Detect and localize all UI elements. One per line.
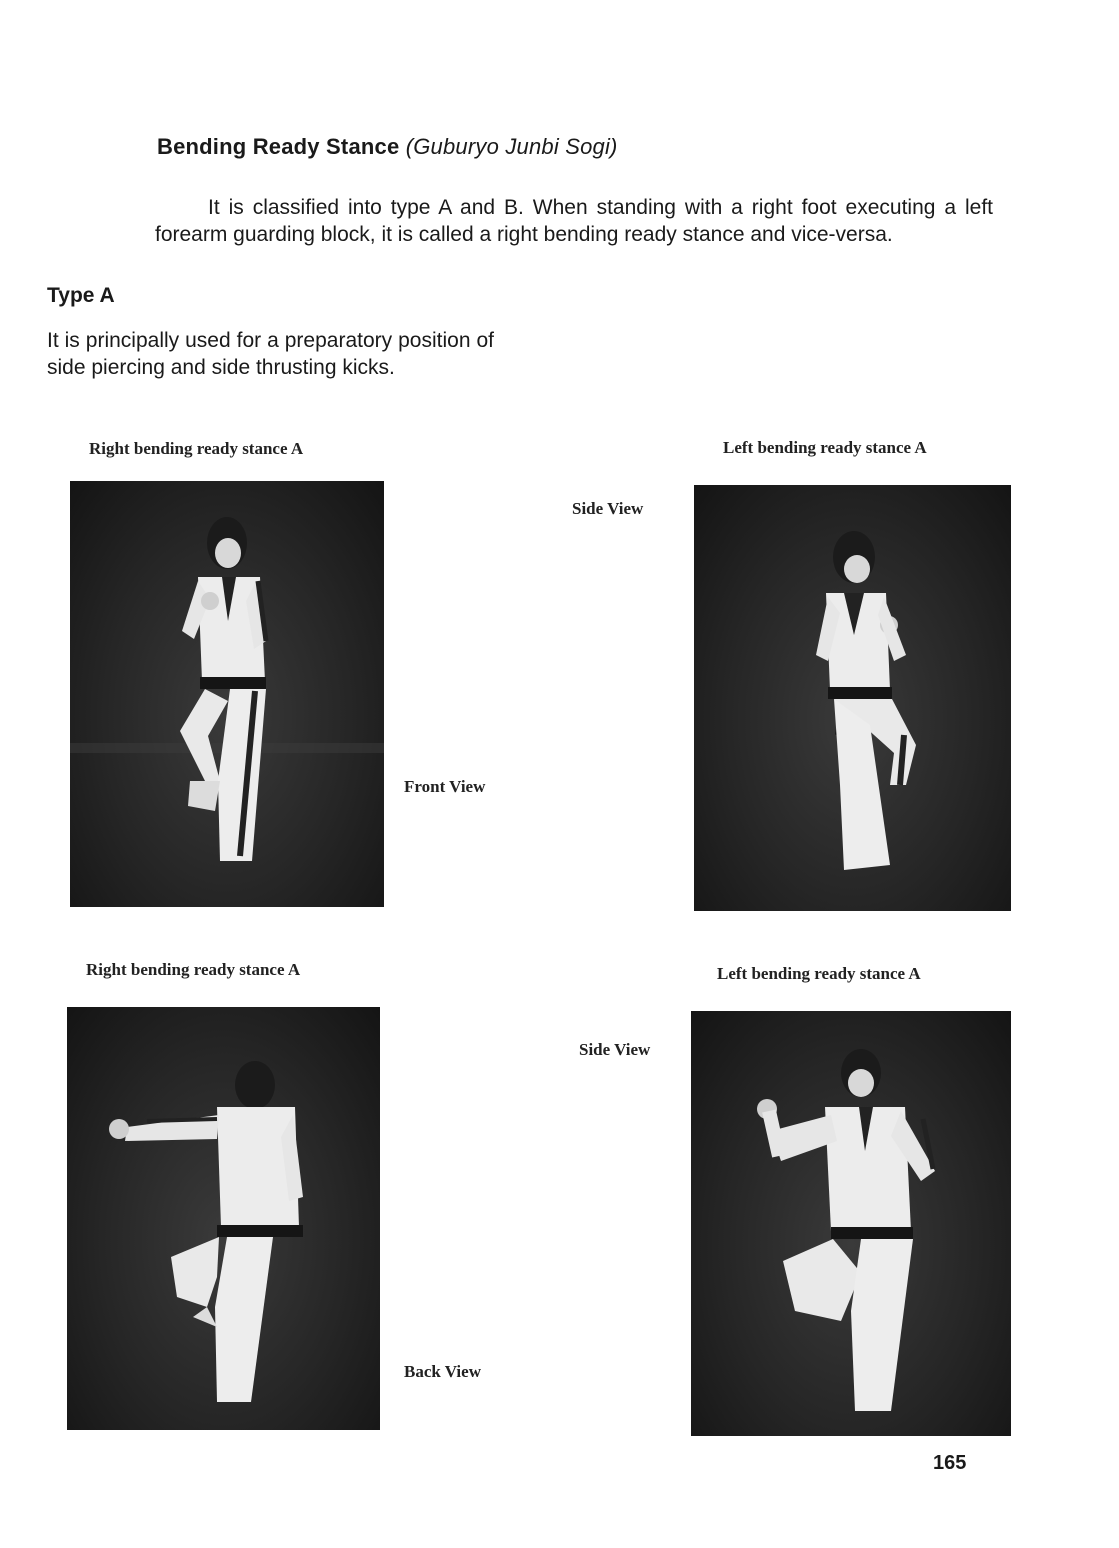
- intro-paragraph: It is classified into type A and B. When standing with a right foot executing a left forearm guarding block, it is called a right bending ready stance and vice-versa.: [155, 196, 993, 246]
- caption-bottom-left: Right bending ready stance A: [86, 960, 301, 979]
- type-a-heading: Type A: [47, 284, 115, 307]
- caption-bottom-right: Left bending ready stance A: [717, 964, 921, 983]
- label-side-view-bottom: Side View: [579, 1040, 651, 1059]
- page-number: 165: [933, 1452, 967, 1474]
- section-heading: [157, 134, 618, 160]
- caption-top-left: Right bending ready stance A: [89, 439, 304, 458]
- photo-back-view: [67, 1007, 380, 1430]
- heading-subtitle: (Guburyo Junbi Sogi): [405, 134, 618, 159]
- photo-side-view-top: [694, 485, 1011, 911]
- photo-front-view: [70, 481, 384, 907]
- label-side-view-top: Side View: [572, 499, 644, 518]
- photo-side-view-bottom: [691, 1011, 1011, 1436]
- label-back-view: Back View: [404, 1362, 481, 1381]
- type-a-paragraph: It is principally used for a preparatory position of side piercing and side thrusting kicks.: [47, 329, 494, 379]
- heading-title: Bending Ready Stance: [157, 134, 400, 159]
- caption-top-right: Left bending ready stance A: [723, 438, 927, 457]
- label-front-view: Front View: [404, 777, 486, 796]
